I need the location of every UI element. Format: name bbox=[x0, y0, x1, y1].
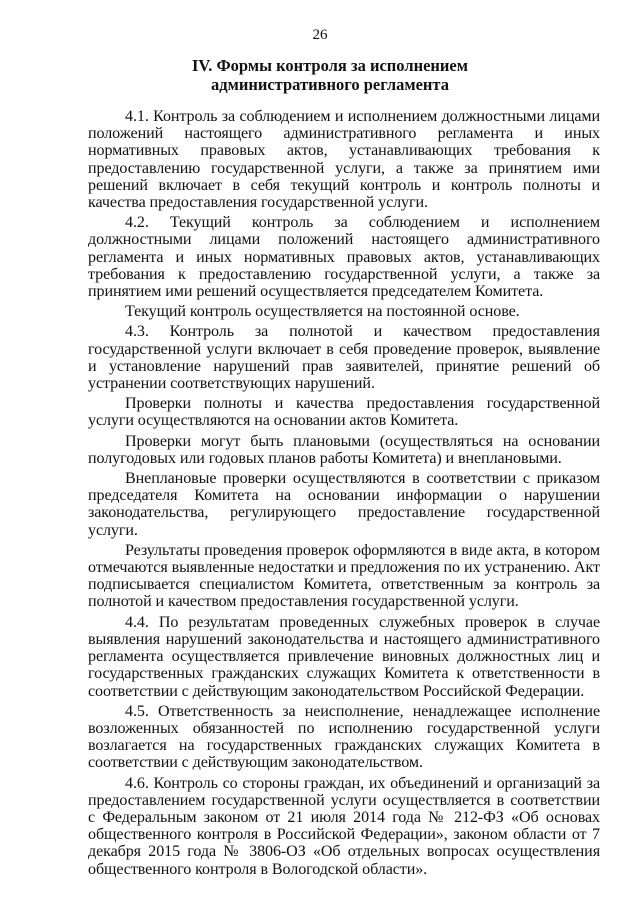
paragraph-check-results: Результаты проведения проверок оформляются в виде акта, в котором отмечаются выявленные недостатки и предложения по их устранению. Акт подписывается специалистом Комитета, ответственным за контроль за полнотой и качеством предоставления государственной услуги. bbox=[88, 541, 600, 611]
paragraph-checks-types: Проверки могут быть плановыми (осуществляться на основании полугодовых или годовых планов работы Комитета) и внеплановыми. bbox=[88, 432, 600, 467]
paragraph-checks-basis: Проверки полноты и качества предоставления государственной услуги осуществляются на основании актов Комитета. bbox=[88, 395, 600, 430]
section-heading-line-1: IV. Формы контроля за исполнением bbox=[192, 56, 468, 75]
section-heading bbox=[140, 56, 520, 94]
paragraph-4-2: 4.2. Текущий контроль за соблюдением и исполнением должностными лицами положений настоящего административного регламента и иных нормативных правовых актов, устанавливающих требования к предоставлению государственной услуги, а также за принятием ими решений осуществляется председателем Комитета. bbox=[88, 214, 600, 301]
paragraph-unplanned-checks: Внеплановые проверки осуществляются в соответствии с приказом председателя Комитета на основании информации о нарушении законодательства, регулирующего предоставление государственной услуги. bbox=[88, 470, 600, 539]
paragraph-4-3: 4.3. Контроль за полнотой и качеством предоставления государственной услуги включает в себя проведение проверок, выявление и установление нарушений прав заявителей, принятие решений об устранении соответствующих нарушений. bbox=[88, 323, 600, 393]
paragraph-4-5: 4.5. Ответственность за неисполнение, ненадлежащее исполнение возложенных обязанностей по исполнению государственной услуги возлагается на государственных гражданских служащих Комитета в соответствии с действующим законодательством. bbox=[88, 702, 600, 772]
page-number: 26 bbox=[312, 27, 328, 43]
document-body bbox=[88, 108, 600, 878]
section-heading-line-2: административного регламента bbox=[210, 75, 449, 94]
paragraph-4-6: 4.6. Контроль со стороны граждан, их объединений и организаций за предоставлением государственной услуги осуществляется в соответствии с Федеральным законом от 21 июля 2014 года № 212-ФЗ «Об основах общественного контроля в Российской Федерации», законом области от 7 декабря 2015 года № 3806-ОЗ «Об отдельных вопросах осуществления общественного контроля в Вологодской области». bbox=[88, 774, 600, 878]
paragraph-4-1: 4.1. Контроль за соблюдением и исполнением должностными лицами положений настоящего административного регламента и иных нормативных правовых актов, устанавливающих требования к предоставлению государственной услуги, а также за принятием ими решений включает в себя текущий контроль и контроль полноты и качества предоставления государственной услуги. bbox=[88, 108, 600, 212]
paragraph-4-4: 4.4. По результатам проведенных служебных проверок в случае выявления нарушений законодательства и настоящего административного регламента осуществляется привлечение виновных должностных лиц и государственных гражданских служащих Комитета к ответственности в соответствии с действующим законодательством Российской Федерации. bbox=[88, 613, 600, 700]
paragraph-current-control: Текущий контроль осуществляется на постоянной основе. bbox=[125, 303, 520, 321]
